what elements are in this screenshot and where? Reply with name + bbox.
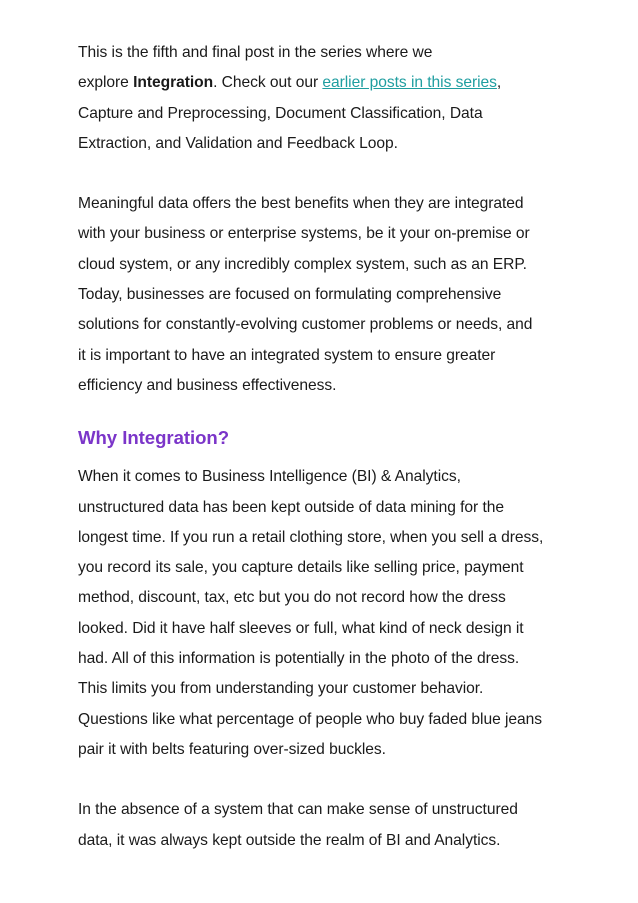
section-heading: Why Integration? [78,427,230,449]
why-line: looked. Did it have half sleeves or full, what kind of neck design it [78,619,524,637]
benefits-line: solutions for constantly-evolving customer problems or needs, and [78,316,533,334]
why-line: longest time. If you run a retail clothing store, when you sell a dress, [78,528,544,546]
absence-line: data, it was always kept outside the realm of BI and Analytics. [78,831,501,849]
benefits-paragraph [78,189,618,401]
why-line: pair it with belts featuring over-sized buckles. [78,740,386,758]
benefits-line: Today, businesses are focused on formulating comprehensive [78,286,502,304]
paragraph-gap [78,765,618,795]
why-line: method, discount, tax, etc but you do not record how the dress [78,589,506,607]
benefits-line: with your business or enterprise systems, be it your on-premise or [78,225,530,243]
intro-line-2 [78,68,618,98]
why-line: When it comes to Business Intelligence (BI) & Analytics, [78,468,461,486]
benefits-line: cloud system, or any incredibly complex system, such as an ERP. [78,255,527,273]
heading-gap [78,401,618,423]
document-page [78,38,618,856]
why-line: you record its sale, you capture details like selling price, payment [78,559,524,577]
absence-line: In the absence of a system that can make sense of unstructured [78,801,518,819]
intro-line-2-pre: explore [78,74,134,92]
heading-spacer [78,453,618,462]
why-integration-paragraph [78,462,618,765]
benefits-line: efficiency and business effectiveness. [78,376,337,394]
benefits-line: Meaningful data offers the best benefits when they are integrated [78,195,524,213]
why-line: had. All of this information is potentially in the photo of the dress. [78,650,520,668]
earlier-posts-link[interactable]: earlier posts in this series [322,74,497,92]
why-line: Questions like what percentage of people who buy faded blue jeans [78,710,543,728]
intro-line-4: Extraction, and Validation and Feedback Loop. [78,134,398,152]
intro-paragraph [78,38,618,159]
why-line: unstructured data has been kept outside of data mining for the [78,498,505,516]
why-line: This limits you from understanding your customer behavior. [78,680,484,698]
paragraph-gap [78,159,618,189]
intro-line-3: Capture and Preprocessing, Document Classification, Data [78,104,483,122]
absence-paragraph [78,795,618,856]
benefits-line: it is important to have an integrated system to ensure greater [78,346,496,364]
intro-line-1: This is the fifth and final post in the series where we [78,44,433,61]
integration-bold: Integration [133,74,214,92]
intro-line-2-post: , [496,74,502,92]
intro-line-2-mid: . Check out our [213,74,323,92]
